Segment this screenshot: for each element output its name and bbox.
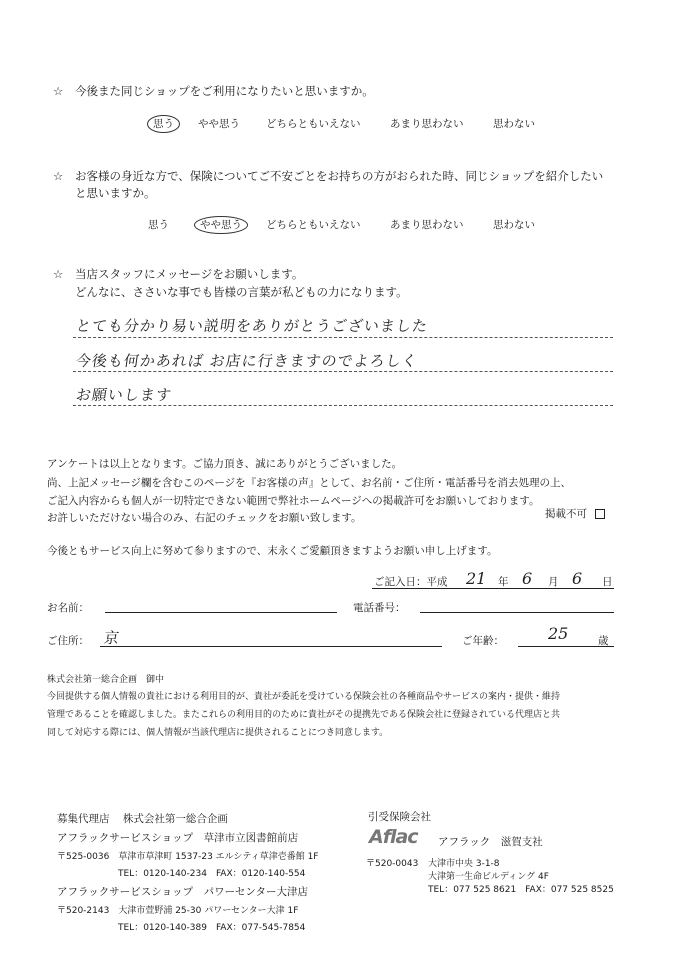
shop-1-name: アフラックサービスショップ 草津市立図書館前店 (57, 832, 299, 844)
closing-line-1: アンケートは以上となります。ご協力頂き、誠にありがとうございました。 (47, 458, 403, 470)
q2-option-2[interactable]: やや思う (200, 217, 248, 232)
insurer-label: 引受保険会社 (368, 811, 431, 823)
q1-option-1[interactable]: 思う (153, 116, 180, 131)
age-value: 25 (548, 624, 569, 643)
insurer-postal: 〒520-0043 (366, 859, 419, 869)
date-month: 6 (522, 569, 533, 588)
age-unit: 歳 (598, 635, 609, 647)
shop-2-tel: TEL：0120-140-389 FAX：077-545-7854 (118, 923, 306, 933)
date-label: ご記入日：平成 (374, 576, 448, 588)
question-2-line2: と思いますか。 (75, 186, 156, 200)
privacy-addressee: 株式会社第一総合企画 御中 (47, 675, 165, 685)
star-icon: ☆ (53, 84, 64, 98)
handwritten-message-3[interactable]: お願いします (74, 386, 174, 404)
aflac-logo: Aflac (369, 826, 418, 848)
agency-company: 株式会社第一総合企画 (122, 813, 228, 825)
message-line-3 (73, 405, 613, 406)
star-icon: ☆ (53, 169, 64, 183)
question-1-text: 今後また同じショップをご利用になりたいと思いますか。 (74, 84, 374, 98)
q1-option-5[interactable]: 思わない (493, 118, 535, 130)
question-3 (53, 266, 303, 283)
date-day: 6 (572, 569, 583, 588)
question-2 (53, 168, 603, 185)
insurer-tel: TEL：077 525 8621 FAX：077 525 8525 (428, 885, 614, 895)
no-post-label: 掲載不可 (545, 508, 587, 520)
closing-line-5: 今後ともサービス向上に努めて参りますので、末永くご愛顧頂きますようお願い申し上げます。 (47, 545, 498, 557)
closing-line-2: 尚、上記メッセージ欄を含むこのページを『お客様の声』として、お名前・ご住所・電話番号を消去処理の上、 (47, 477, 571, 489)
year-label: 年 (498, 576, 509, 588)
agency-label-row (57, 811, 228, 826)
month-label: 月 (548, 576, 559, 588)
question-3-line2: どんなに、ささいな事でも皆様の言葉が私どもの力になります。 (75, 285, 408, 299)
closing-line-4: お許しいただけない場合のみ、右記のチェックをお願い致します。 (47, 512, 362, 524)
star-icon: ☆ (53, 267, 64, 281)
date-year: 21 (466, 569, 487, 588)
phone-label: 電話番号： (353, 602, 406, 614)
message-line-2 (73, 371, 613, 372)
insurer-address-1: 大津市中央 3-1-8 (428, 859, 500, 869)
privacy-line-3: 同して対応する際には、個人情報が当該代理店に提供されることにつき同意します。 (47, 728, 389, 738)
name-field[interactable] (105, 612, 337, 613)
checkbox-icon[interactable] (595, 509, 605, 519)
shop-2-name: アフラックサービスショップ パワーセンター大津店 (57, 886, 308, 898)
handwritten-message-1[interactable]: とても分かり易い説明をありがとうございました (74, 317, 430, 335)
q1-option-4[interactable]: あまり思わない (390, 118, 464, 130)
q2-option-1[interactable]: 思う (148, 219, 169, 231)
name-label: お名前： (47, 602, 89, 614)
q1-option-2[interactable]: やや思う (198, 118, 240, 130)
shop-2-address: 〒520-2143 大津市萱野浦 25-30 パワーセンター大津 1F (57, 906, 299, 916)
address-field[interactable] (100, 646, 442, 647)
agency-label: 募集代理店 (57, 813, 110, 825)
q2-option-5[interactable]: 思わない (493, 219, 535, 231)
question-1 (53, 83, 374, 100)
q2-option-4[interactable]: あまり思わない (390, 219, 464, 231)
privacy-line-2: 管理であることを確認しました。またこれらの利用目的のために貴社がその提携先である保険会社に登録されている代理店と共 (47, 710, 561, 720)
insurer-name: アフラック 滋賀支社 (438, 836, 543, 848)
age-label: ご年齢： (462, 635, 504, 647)
address-value: 京 (102, 629, 122, 647)
closing-line-3: ご記入内容からも個人が一切特定できない範囲で弊社ホームページへの掲載許可をお願いしております。 (47, 495, 540, 507)
no-post-checkbox[interactable] (545, 506, 605, 521)
shop-1-address: 〒525-0036 草津市草津町 1537-23 エルシティ草津壱番館 1F (57, 852, 319, 862)
question-2-line1: お客様の身近な方で、保険についてご不安ごとをお持ちの方がおられた時、同じショップを紹介したい (74, 169, 604, 183)
q1-option-3[interactable]: どちらともいえない (266, 118, 361, 130)
phone-field[interactable] (420, 612, 614, 613)
shop-1-tel: TEL：0120-140-234 FAX：0120-140-554 (118, 869, 306, 879)
handwritten-message-2[interactable]: 今後も何かあれば お店に行きますのでよろしく (74, 352, 419, 370)
question-3-line1: 当店スタッフにメッセージをお願いします。 (74, 267, 304, 281)
insurer-address-2: 大津第一生命ビルディング 4F (428, 872, 549, 882)
q2-option-3[interactable]: どちらともいえない (266, 219, 361, 231)
privacy-line-1: 今回提供する個人情報の貴社における利用目的が、貴社が委託を受けている保険会社の各種商品やサービスの案内・提供・維持 (47, 692, 561, 702)
date-field[interactable] (372, 569, 614, 592)
day-label: 日 (602, 576, 613, 588)
address-label: ご住所： (47, 635, 89, 647)
message-line-1 (73, 337, 613, 338)
